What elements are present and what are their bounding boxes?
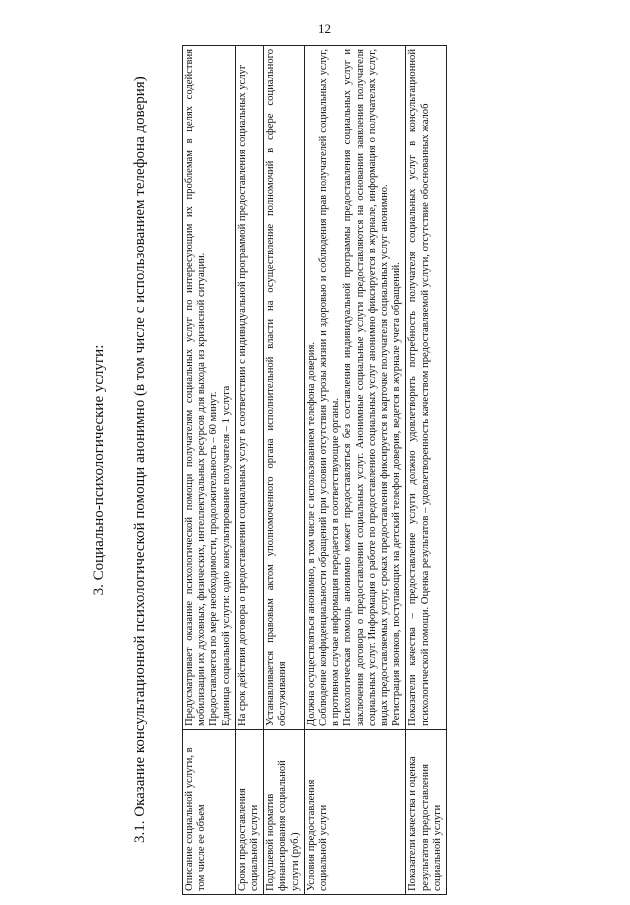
table-row-description (183, 46, 236, 895)
table-row-funding (264, 46, 305, 895)
row-value (304, 46, 406, 730)
row-value (264, 46, 305, 730)
row-label: Показатели качества и оценка результатов предоставления социальной услуги (406, 730, 447, 895)
table-row-quality (406, 46, 447, 895)
value-line: Предоставляется по мере необходимости, продолжительность – 60 минут. (208, 391, 220, 726)
row-value (183, 46, 236, 730)
value-line: Должна осуществляться анонимно, в том числе с использованием телефона доверия. (305, 342, 317, 726)
value-line: Психологическая помощь анонимно может предоставляться без составления индивидуальной программы предоставления социальных услуг и заключения договора о предоставлении социальных услуг. Анонимные социальные услуги предоставляются на основании заявления получателя социальных услуг. Информация о работе по предоставлению социальных услуг анонимно фиксируется в журнале, информация о получателях услуг, видах предоставляемых услуг, сроках предоставления фиксируется в карточке получателя социальных услуг анонимно. (342, 49, 391, 726)
value-line: Устанавливается правовым актом уполномоченного органа исполнительной власти на осуществление полномочий в сфере социального обслуживания (265, 49, 289, 726)
value-line: На срок действия договора о предоставлении социальных услуг в соответствии с индивидуальной программой предоставления социальных услуг (236, 64, 248, 726)
row-label: Условия предоставления социальной услуги (304, 730, 406, 895)
subsection-title: 3.1. Оказание консультационной психологической помощи анонимно (в том числе с использованием телефона доверия) (132, 76, 148, 843)
rotated-page-content (90, 45, 540, 895)
row-value (235, 46, 263, 730)
service-description-table (182, 45, 447, 895)
page-number: 12 (318, 21, 331, 36)
row-label: Подушевой норматив финансирования социальной услуги (руб.) (264, 730, 305, 895)
row-value (406, 46, 447, 730)
value-line: Предусматривает оказание психологической помощи получателям социальных услуг по интересующим их проблемам в целях содействия мобилизации их духовных, физических, интеллектуальных ресурсов для выхода из кризисной ситуации. (184, 49, 208, 726)
value-line: Регистрация звонков, поступающих на детский телефон доверия, ведется в журнале учета обращений. (391, 262, 403, 726)
value-line: Показатели качества – предоставление услуги должно удовлетворить потребность получателя социальных услуг в консультационной психологической помощи. Оценка результатов – удовлетворенность качеством предоставляемой услуги, отсутствие обоснованных жалоб (407, 49, 431, 726)
section-title: 3. Социально-психологические услуги: (91, 344, 107, 596)
table-row-conditions (304, 46, 406, 895)
table-row-terms (235, 46, 263, 895)
value-line: Единица социальной услуги: одно консультирование получателя – 1 услуга (220, 385, 232, 726)
row-label: Сроки предоставления социальной услуги (235, 730, 263, 895)
value-line: Соблюдение конфиденциальности обращений при условии отсутствия угрозы жизни и здоровью и соблюдения прав получателей социальных услуг, в противном случае информация передается в соответствующие органы. (318, 49, 342, 726)
row-label: Описание социальной услуги, в том числе ее объем (183, 730, 236, 895)
